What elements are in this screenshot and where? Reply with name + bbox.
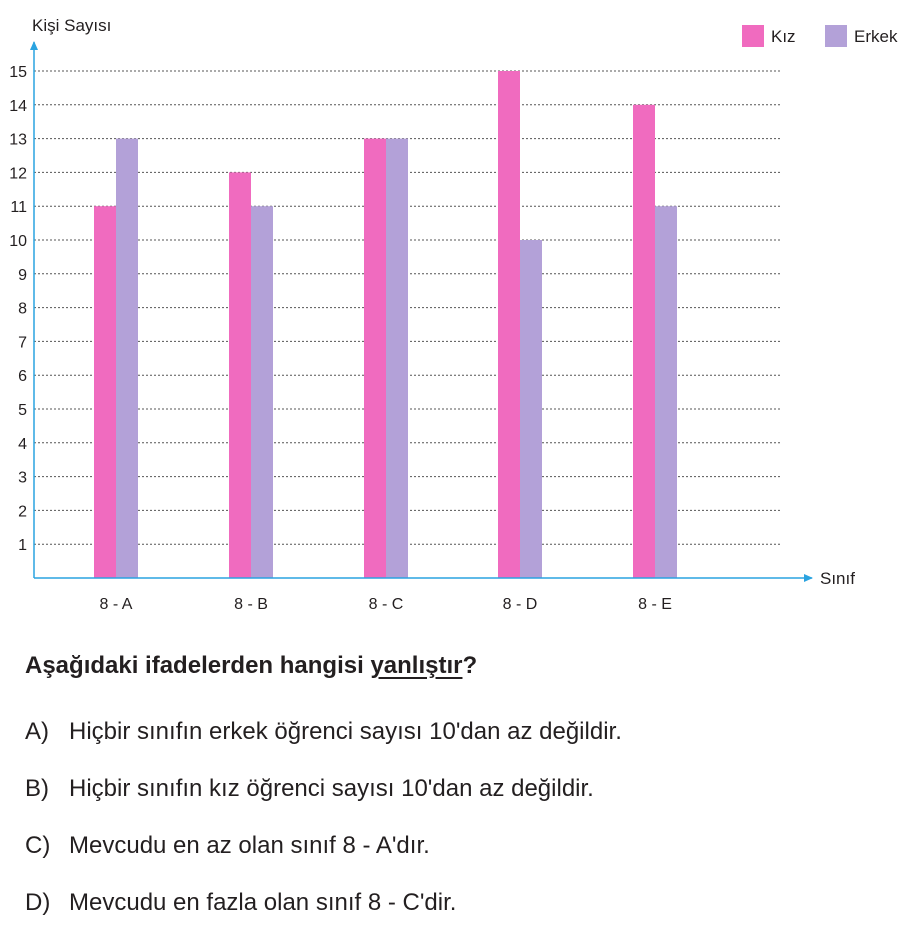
y-tick-label: 3 <box>18 469 27 487</box>
x-tick-label: 8 - B <box>234 596 268 613</box>
x-axis-title: Sınıf <box>820 569 855 588</box>
y-tick-label: 7 <box>18 334 27 352</box>
y-tick-label: 12 <box>9 165 27 183</box>
option-a-text: Hiçbir sınıfın erkek öğrenci sayısı 10'dan az değildir. <box>69 718 622 745</box>
y-tick-label: 6 <box>18 368 27 386</box>
option-b[interactable] <box>25 775 594 803</box>
y-tick-label: 14 <box>9 97 27 115</box>
bar-erkek-8-c <box>386 139 408 578</box>
question-underlined-word: yanlıştır <box>370 652 463 679</box>
y-axis-title: Kişi Sayısı <box>32 16 112 35</box>
option-d-text: Mevcudu en fazla olan sınıf 8 - C'dir. <box>69 889 457 916</box>
question-text <box>25 652 477 680</box>
y-tick-label: 1 <box>18 537 27 555</box>
option-c-text: Mevcudu en az olan sınıf 8 - A'dır. <box>69 832 430 859</box>
y-tick-label: 5 <box>18 402 27 419</box>
legend-label-erkek: Erkek <box>854 27 898 46</box>
x-tick-label: 8 - A <box>99 596 133 613</box>
x-axis-arrow <box>804 574 813 582</box>
option-b-text: Hiçbir sınıfın kız öğrenci sayısı 10'dan az değildir. <box>69 775 594 802</box>
option-a[interactable] <box>25 718 622 746</box>
option-d-letter: D) <box>25 889 51 916</box>
y-tick-label: 9 <box>18 266 27 284</box>
x-tick-label: 8 - C <box>368 596 404 613</box>
question-suffix: ? <box>462 652 478 679</box>
option-c[interactable] <box>25 832 430 860</box>
option-a-letter: A) <box>25 718 49 745</box>
bar-erkek-8-e <box>655 206 677 578</box>
legend-label-kız: Kız <box>771 27 796 46</box>
x-tick-label: 8 - E <box>638 596 672 613</box>
bar-kız-8-a <box>94 206 116 578</box>
y-tick-label: 2 <box>18 503 27 521</box>
option-c-letter: C) <box>25 832 51 859</box>
y-axis-arrow <box>30 41 38 50</box>
legend-swatch-erkek <box>825 25 847 47</box>
bar-kız-8-c <box>364 139 386 578</box>
legend-swatch-kız <box>742 25 764 47</box>
y-tick-label: 8 <box>18 300 27 318</box>
question-prefix: Aşağıdaki ifadelerden hangisi <box>25 652 371 679</box>
y-tick-label: 13 <box>9 131 27 149</box>
bar-erkek-8-d <box>520 240 542 578</box>
bar-kız-8-e <box>633 105 655 578</box>
y-tick-label: 10 <box>9 233 27 250</box>
x-tick-label: 8 - D <box>502 596 538 613</box>
bar-kız-8-b <box>229 172 251 578</box>
bar-erkek-8-b <box>251 206 273 578</box>
option-b-letter: B) <box>25 775 49 802</box>
y-tick-label: 15 <box>9 64 27 81</box>
bar-erkek-8-a <box>116 139 138 578</box>
y-tick-label: 4 <box>18 435 27 453</box>
bar-kız-8-d <box>498 71 520 578</box>
option-d[interactable] <box>25 889 456 917</box>
y-tick-label: 11 <box>10 199 27 217</box>
